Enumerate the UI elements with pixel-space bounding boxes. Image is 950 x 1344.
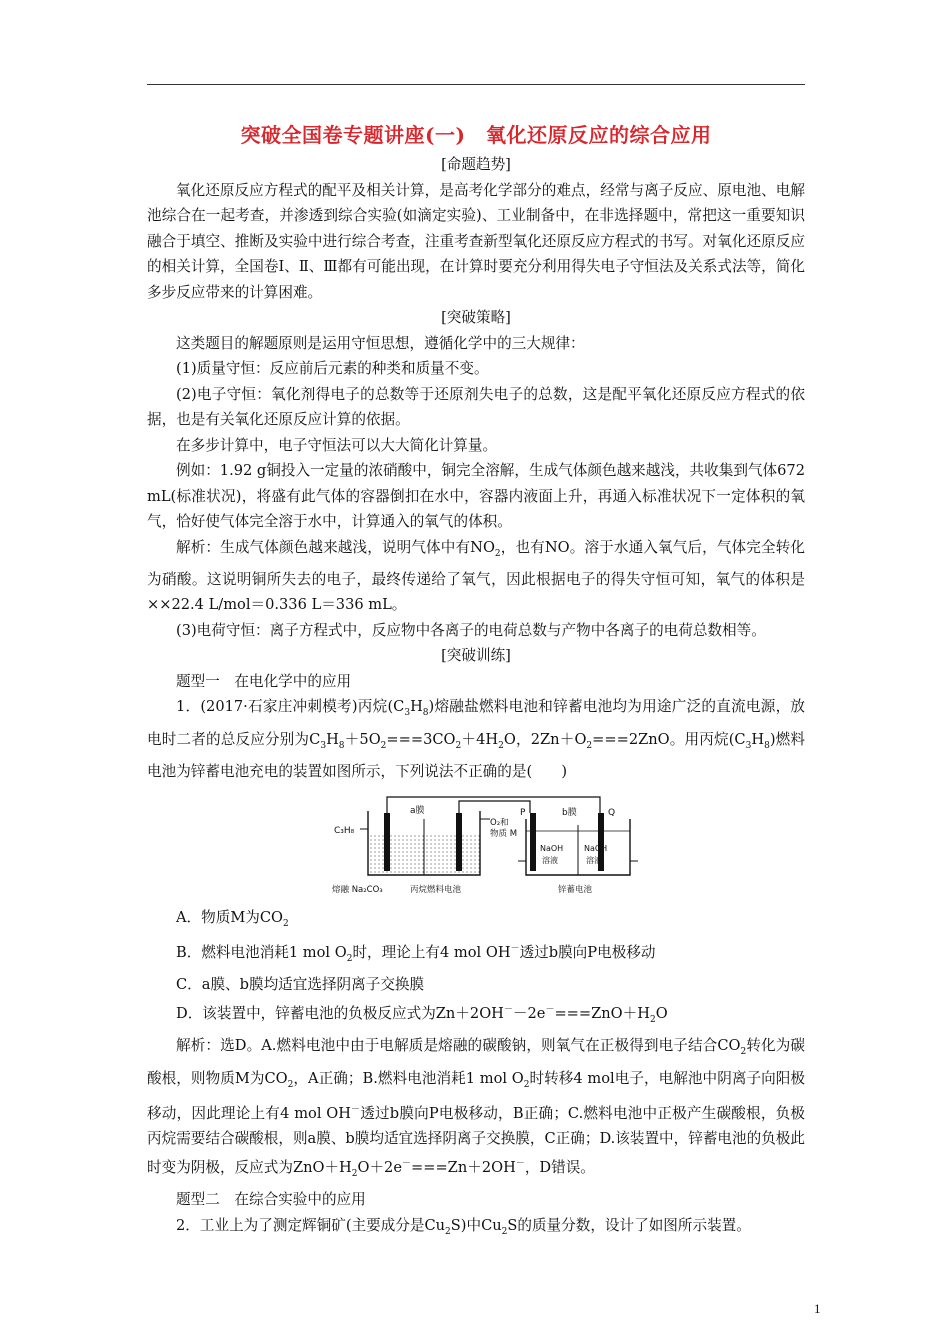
header-rule (147, 84, 805, 85)
option-b: B．燃料电池消耗1 mol $O_2$时，理论上有4 mol OH－透过b膜向P电极移动 (176, 943, 656, 964)
answer-analysis: 解析：选D。A.燃料电池中由于电解质是熔融的碳酸钠，则氧气在正极得到电子结合$CO_2$转化为碳酸根，则物质M为$CO_2$，A正确；B.燃料电池消耗1 mol $O_2$时转移4 mol电子，电解池中阴离子向阳极移动，因此理论上有4 mol OH－透过b膜向P电极移动，B正确；C.燃料电池中正极产生碳酸根，负极丙烷需要结合碳酸根，则a膜、b膜均适宜选择阴离子交换膜，C正确；D.该装置中，锌蓄电池的负极此时变为阴极，反应式为$ZnO+H_2O+2e^-===Zn+2OH^-$，D错误。 (147, 1037, 805, 1179)
rule-electron: (2)电子守恒：氧化剂得电子的总数等于还原剂失电子的总数，这是配平氧化还原反应方程式的依据，也是有关氧化还原反应计算的依据。 (147, 385, 805, 428)
label-molten-electrolyte: 熔融 Na₂CO₃ (332, 884, 383, 895)
training-heading: [突破训练] (441, 647, 511, 665)
label-substance-m: 物质 M (490, 828, 518, 839)
label-c3h8: C₃H₈ (334, 825, 355, 836)
strategy-intro: 这类题目的解题原则是运用守恒思想，遵循化学中的三大规律： (176, 334, 585, 352)
question-one: 1．(2017·石家庄冲刺模考)丙烷$(C_3H_8)$熔融盐燃料电池和锌蓄电池均为用途广泛的直流电源，放电时二者的总反应分别为$C_3H_8+5O_2===3CO_2+4H_2O$，$2Zn+O_2===2ZnO$。用丙烷$(C_3H_8)$燃料电池为锌蓄电池充电的装置如图所示，下列说法不正确的是( ) (147, 698, 805, 781)
example-analysis: 解析：生成气体颜色越来越浅，说明气体中有$NO_2$，也有NO。溶于水通入氧气后，气体完全转化为硝酸。这说明铜所失去的电子，最终传递给了氧气，因此根据电子的得失守恒可知，氧气的体积是××22.4 L/mol＝0.336 L＝336 mL。 (147, 538, 805, 614)
multi-step-note: 在多步计算中，电子守恒法可以大大简化计算量。 (176, 436, 498, 454)
label-p: P (520, 807, 526, 818)
label-a-membrane: a膜 (410, 805, 425, 816)
label-fuel-cell: 丙烷燃料电池 (410, 884, 462, 895)
trend-paragraph: 氧化还原反应方程式的配平及相关计算，是高考化学部分的难点，经常与离子反应、原电池、电解池综合在一起考查，并渗透到综合实验(如滴定实验)、工业制备中，在非选择题中，常把这一重要知识融合于填空、推断及实验中进行综合考查，注重考查新型氧化还原反应方程式的书写。对氧化还原反应的相关计算，全国卷Ⅰ、Ⅱ、Ⅲ都有可能出现，在计算时要充分利用得失电子守恒法及关系式法等，简化多步反应带来的计算困难。 (147, 181, 805, 301)
type-one-heading: 题型一 在电化学中的应用 (176, 672, 352, 690)
label-q: Q (608, 807, 616, 818)
label-naoh-left: NaOH (540, 843, 564, 853)
option-c: C．a膜、b膜均适宜选择阴离子交换膜 (176, 976, 425, 994)
label-solution-left: 溶液 (542, 855, 558, 865)
label-zinc-battery: 锌蓄电池 (558, 884, 593, 895)
battery-apparatus-figure (330, 791, 660, 899)
question-two: 2．工业上为了测定辉铜矿(主要成分是$Cu_2S$)中$Cu_2S$的质量分数，设计了如图所示装置。 (176, 1216, 751, 1237)
rule-mass: (1)质量守恒：反应前后元素的种类和质量不变。 (176, 360, 489, 377)
type-two-heading: 题型二 在综合实验中的应用 (176, 1191, 366, 1209)
option-d: D．该装置中，锌蓄电池的负极反应式为$Zn+2OH^--2e^-===ZnO+H_2O$ (176, 1004, 668, 1025)
trend-heading: [命题趋势] (441, 156, 511, 173)
label-o2-and: O₂和 (490, 817, 509, 828)
rule-charge: (3)电荷守恒：离子方程式中，反应物中各离子的电荷总数与产物中各离子的电荷总数相等。 (176, 621, 766, 639)
strategy-heading: [突破策略] (441, 309, 511, 326)
document-body (147, 152, 805, 1245)
label-naoh-right: NaOH (584, 843, 608, 853)
label-b-membrane: b膜 (562, 807, 577, 818)
option-a: A．物质M为$CO_2$ (176, 908, 289, 929)
label-solution-right: 溶液 (586, 855, 602, 865)
page-title: 突破全国卷专题讲座(一) 氧化还原反应的综合应用 (240, 123, 712, 147)
example-paragraph: 例如：1.92 g铜投入一定量的浓硝酸中，铜完全溶解，生成气体颜色越来越浅，共收集到气体672 mL(标准状况)，将盛有此气体的容器倒扣在水中，容器内液面上升，再通入标准状况下一定体积的氧气，恰好使气体完全溶于水中，计算通入的氧气的体积。 (147, 462, 805, 530)
page-number: 1 (814, 1301, 821, 1316)
